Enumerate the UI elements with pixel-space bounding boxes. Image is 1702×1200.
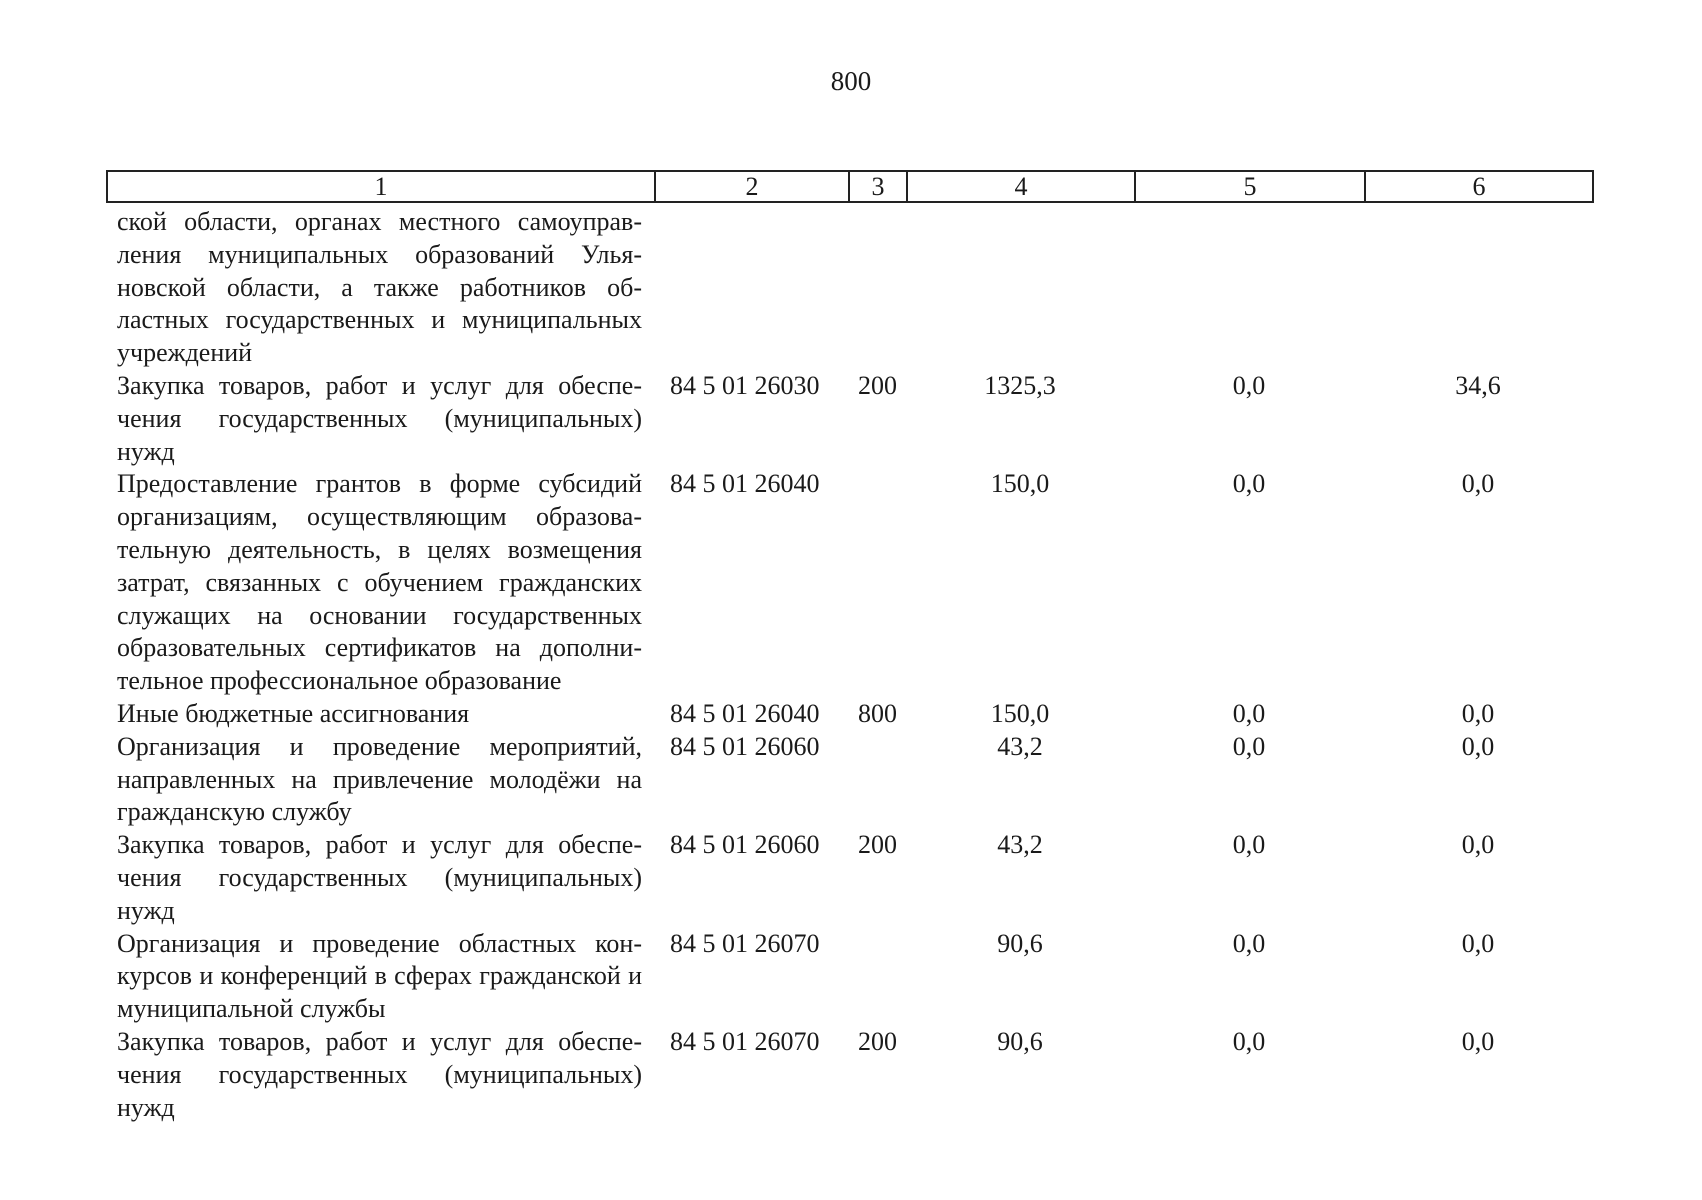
row-value-col4-cell: 150,0 <box>990 469 1050 499</box>
row-code-cell: 84 5 01 26040 <box>670 698 820 728</box>
header-col-6: 6 <box>1365 171 1593 202</box>
row-value-col5-cell: 0,0 <box>1232 1026 1266 1056</box>
table-row <box>106 370 1592 468</box>
row-value-col5-cell: 0,0 <box>1232 370 1266 400</box>
row-type-cell <box>848 206 906 370</box>
row-value-col4-cell: 1325,3 <box>984 370 1056 400</box>
budget-table <box>106 206 1592 1124</box>
row-value-col6-cell: 34,6 <box>1455 370 1501 400</box>
column-number-header <box>106 170 1594 203</box>
row-code-cell: 84 5 01 26070 <box>670 928 820 958</box>
table-row <box>106 731 1592 829</box>
row-code-cell: 84 5 01 26070 <box>670 1026 820 1056</box>
table-row <box>106 1026 1592 1124</box>
row-value-col5-cell: 0,0 <box>1232 698 1266 728</box>
row-value-col6-cell: 0,0 <box>1461 928 1495 958</box>
row-value-col4-cell: 90,6 <box>997 1026 1043 1056</box>
row-value-col6-cell: 0,0 <box>1461 469 1495 499</box>
row-type-cell <box>848 928 906 1026</box>
row-name-cell: Организация и проведение областных конкурсов и конференций в сферах гражданской и муниципальной службы <box>117 928 642 1024</box>
page-number-text: 800 <box>830 66 872 96</box>
row-value-col5-cell <box>1134 206 1364 370</box>
row-code-cell <box>654 206 848 370</box>
table-row <box>106 468 1592 698</box>
page-number <box>0 66 1702 97</box>
header-col-4: 4 <box>907 171 1135 202</box>
row-type-cell <box>848 468 906 698</box>
row-name-cell: Закупка товаров, работ и услуг для обеспечения государственных (муниципальных) нужд <box>117 830 642 925</box>
row-value-col5-cell: 0,0 <box>1232 928 1266 958</box>
header-col-2: 2 <box>655 171 849 202</box>
row-code-cell: 84 5 01 26060 <box>670 731 820 761</box>
table-row <box>106 928 1592 1026</box>
row-value-col5-cell: 0,0 <box>1232 731 1266 761</box>
row-value-col5-cell: 0,0 <box>1232 469 1266 499</box>
row-name-cell: Предоставление грантов в форме субсидий организациям, осуществляющим образовательную деятельность, в целях возмещения затрат, связанных с обучением гражданских служащих на основании государственных образовательных сертификатов на дополнительное профессиональное образование <box>117 469 642 696</box>
row-name-cell: Иные бюджетные ассигнования <box>117 698 470 728</box>
row-type-cell <box>848 731 906 829</box>
row-value-col6-cell: 0,0 <box>1461 830 1495 860</box>
row-value-col4-cell <box>906 206 1134 370</box>
table-row <box>106 829 1592 927</box>
row-name-cell: Организация и проведение мероприятий, направленных на привлечение молодёжи на гражданскую службу <box>117 731 642 827</box>
row-type-cell: 800 <box>858 698 897 728</box>
row-code-cell: 84 5 01 26040 <box>670 469 820 499</box>
row-type-cell: 200 <box>858 1026 897 1056</box>
header-col-3: 3 <box>849 171 907 202</box>
row-value-col6-cell: 0,0 <box>1461 698 1495 728</box>
row-value-col4-cell: 150,0 <box>990 698 1050 728</box>
header-row <box>107 171 1593 202</box>
row-value-col4-cell: 90,6 <box>997 928 1043 958</box>
header-col-5: 5 <box>1135 171 1365 202</box>
row-name-cell: Закупка товаров, работ и услуг для обеспечения государственных (муниципальных) нужд <box>117 370 642 466</box>
row-code-cell: 84 5 01 26060 <box>670 830 820 860</box>
row-name-cell: ской области, органах местного самоуправления муниципальных образований Ульяновской области, а также работников областных государственных и муниципальных учреждений <box>117 207 642 368</box>
table-row <box>106 698 1592 731</box>
row-value-col6-cell: 0,0 <box>1461 731 1495 761</box>
row-value-col6-cell: 0,0 <box>1461 1026 1495 1056</box>
row-code-cell: 84 5 01 26030 <box>670 370 820 400</box>
row-value-col6-cell <box>1364 206 1592 370</box>
row-type-cell: 200 <box>858 830 897 860</box>
row-name-cell: Закупка товаров, работ и услуг для обеспечения государственных (муниципальных) нужд <box>117 1026 642 1122</box>
table-row <box>106 206 1592 370</box>
row-value-col4-cell: 43,2 <box>997 731 1043 761</box>
row-type-cell: 200 <box>858 370 897 400</box>
header-col-1: 1 <box>107 171 655 202</box>
row-value-col4-cell: 43,2 <box>997 830 1043 860</box>
row-value-col5-cell: 0,0 <box>1232 830 1266 860</box>
